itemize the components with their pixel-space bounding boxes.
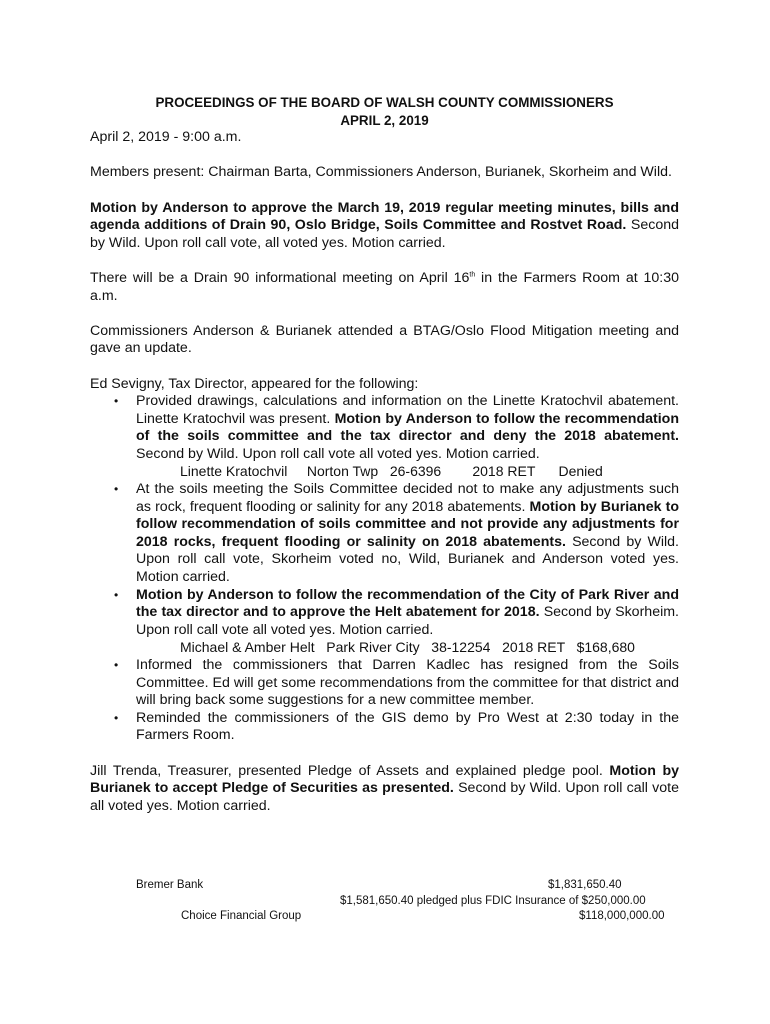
drain-meeting-note <box>90 270 679 305</box>
bullet-icon: • <box>114 587 119 602</box>
motion-minutes <box>90 200 679 253</box>
title-line-1: PROCEEDINGS OF THE BOARD OF WALSH COUNTY COMMISSIONERS <box>155 95 614 110</box>
tax-director-items <box>90 393 679 463</box>
motion-minutes-rest: Second by Wild. Upon roll call vote, all voted yes. Motion carried. <box>90 217 679 251</box>
treasurer-rest: Second by Wild. Upon roll call vote all voted yes. Motion carried. <box>90 780 679 814</box>
item-text: Informed the commissioners that Darren Kadlec has resigned from the Soils Committee. Ed will get some recommendations from the committee for that district and will bring back some suggestions for a new committee member. <box>136 657 679 709</box>
document-body <box>90 94 679 815</box>
members-present: Members present: Chairman Barta, Commissioners Anderson, Burianek, Skorheim and Wild. <box>90 164 672 181</box>
bank-1-name: Bremer Bank <box>136 879 204 891</box>
item-rest: Second by Skorheim. Upon roll call vote all voted yes. Motion carried. <box>136 604 679 638</box>
motion-minutes-bold: Motion by Anderson to approve the March 19, 2019 regular meeting minutes, bills and agenda additions of Drain 90, Oslo Bridge, Soils Committee and Rostvet Road. <box>90 199 679 234</box>
meeting-date: April 2, 2019 - 9:00 a.m. <box>90 129 242 146</box>
bullet-icon: • <box>114 394 119 409</box>
drain-note-a: There will be a Drain 90 informational meeting on April 16 <box>90 269 470 286</box>
drain-note-b: in the Farmers Room at 10:30 a.m. <box>90 269 680 304</box>
document-title <box>90 94 679 129</box>
abatement-record-1: Linette Kratochvil Norton Twp 26-6396 2018 RET Denied <box>180 463 603 480</box>
item-text: At the soils meeting the Soils Committee decided not to make any adjustments such as rock, frequent flooding or salinity for any 2018 abatements. <box>136 481 679 515</box>
tax-director-items-3 <box>90 657 679 745</box>
bank-2-amount: $118,000,000.00 <box>579 910 665 922</box>
list-item <box>90 393 679 463</box>
item-rest: Second by Wild. Upon roll call vote, Skorheim voted no, Wild, Burianek and Anderson voted yes. Motion carried. <box>136 533 679 586</box>
list-item <box>90 710 679 745</box>
bullet-icon: • <box>114 658 119 672</box>
item-motion: Motion by Burianek to follow recommendation of soils committee and not provide any adjustments for 2018 rocks, frequent flooding or salinity on 2018 abatements. <box>136 498 679 550</box>
drain-note-sup: th <box>469 271 476 279</box>
bullet-icon: • <box>114 710 119 725</box>
treasurer-motion: Motion by Burianek to accept Pledge of Securities as presented. <box>90 762 680 797</box>
abatement-record-2: Michael & Amber Helt Park River City 38-12254 2018 RET $168,680 <box>180 639 635 656</box>
bank-1-amount: $1,831,650.40 <box>548 879 622 891</box>
bullet-icon: • <box>114 482 119 497</box>
item-text: Provided drawings, calculations and information on the Linette Kratochvil abatement. Linette Kratochvil was present. <box>136 393 679 427</box>
title-line-2: APRIL 2, 2019 <box>340 112 429 128</box>
btag-note: Commissioners Anderson & Burianek attended a BTAG/Oslo Flood Mitigation meeting and gave an update. <box>90 322 679 357</box>
bank-2-name: Choice Financial Group <box>181 910 302 922</box>
item-rest: Second by Wild. Upon roll call vote all voted yes. Motion carried. <box>136 445 540 462</box>
item-motion: Motion by Anderson to follow the recommendation of the soils committee and the tax director and deny the 2018 abatement. <box>136 410 679 445</box>
list-item <box>90 481 679 587</box>
item-text: Reminded the commissioners of the GIS demo by Pro West at 2:30 today in the Farmers Room. <box>136 709 679 744</box>
list-item <box>90 587 679 640</box>
treasurer-text: Jill Trenda, Treasurer, presented Pledge of Assets and explained pledge pool. <box>90 762 610 779</box>
item-motion: Motion by Anderson to follow the recommendation of the City of Park River and the tax director and to approve the Helt abatement for 2018. <box>136 586 679 621</box>
ed-intro: Ed Sevigny, Tax Director, appeared for the following: <box>90 375 419 392</box>
bank-1-detail: $1,581,650.40 pledged plus FDIC Insurance of $250,000.00 <box>340 895 646 907</box>
list-item <box>90 657 679 710</box>
treasurer-note <box>90 763 679 816</box>
tax-director-items-2 <box>90 481 679 639</box>
